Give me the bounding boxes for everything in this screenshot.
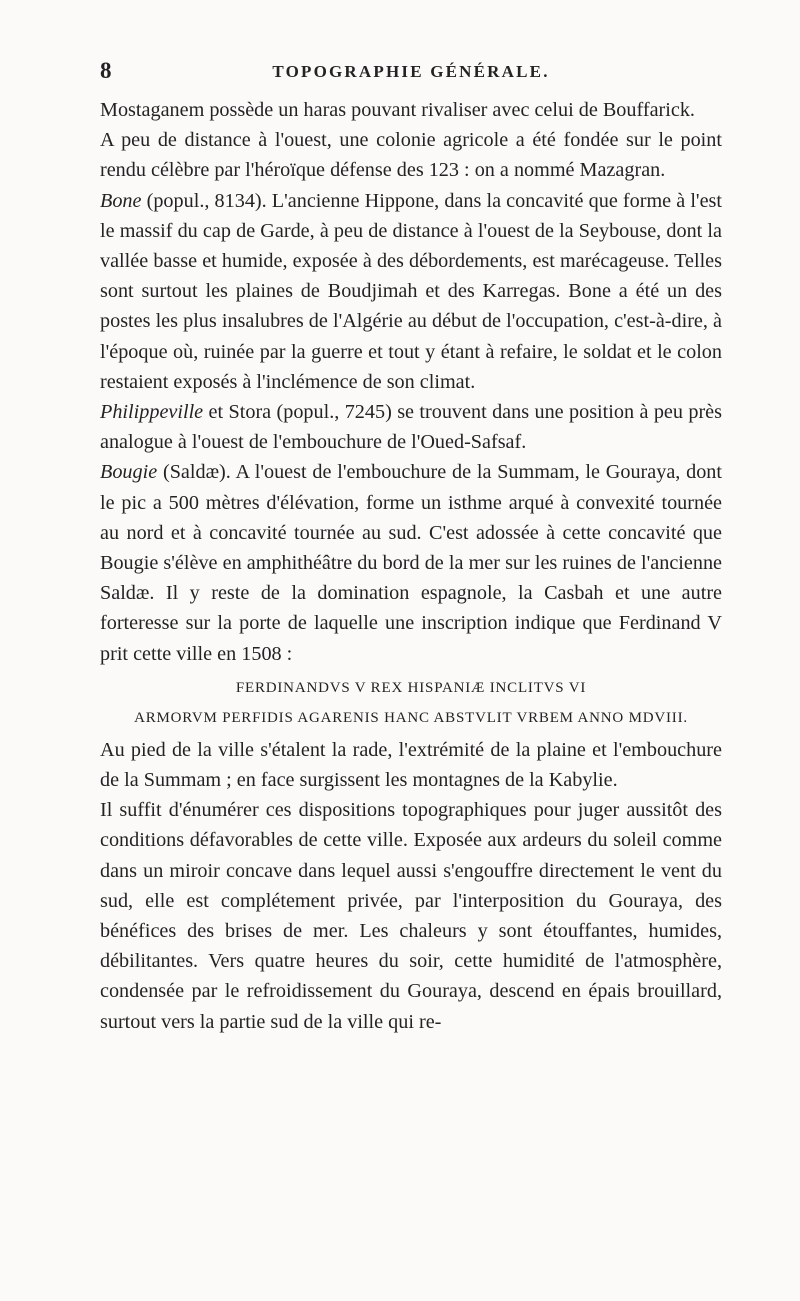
place-name-bougie: Bougie: [100, 461, 158, 484]
place-name-philippeville: Philippeville: [100, 401, 204, 424]
inscription-line-1: FERDINANDVS V REX HISPANIÆ INCLITVS VI: [235, 679, 587, 696]
page-number: 8: [100, 58, 112, 83]
page-body: [100, 95, 722, 1037]
inscription-line-2: ARMORVM PERFIDIS AGARENIS HANC ABSTVLIT VRBEM ANNO MDVIII.: [134, 709, 688, 726]
page-header: [100, 58, 722, 86]
paragraph-mostaganem: Mostaganem possède un haras pouvant rivaliser avec celui de Bouffarick.: [100, 99, 695, 121]
paragraph-mazagran: A peu de distance à l'ouest, une colonie agricole a été fondée sur le point rendu célèbre par l'héroïque défense des 123 : on a nommé Mazagran.: [100, 129, 722, 182]
paragraph-rade: Au pied de la ville s'étalent la rade, l'extrémité de la plaine et l'embouchure de la Summam ; en face surgissent les montagnes de la Kabylie.: [100, 738, 722, 792]
paragraph-conditions: Il suffit d'énumérer ces dispositions topographiques pour juger aussitôt des conditions défavorables de cette ville. Exposée aux ardeurs du soleil comme dans un miroir concave dans lequel aussi s'engouffre directement le vent du sud, elle est complétement privée, par l'interposition du Gouraya, des bénéfices des brises de mer. Les chaleurs y sont étouffantes, humides, débilitantes. Vers quatre heures du soir, cette humidité de l'atmosphère, condensée par le refroidissement du Gouraya, descend en épais brouillard, surtout vers la partie sud de la ville qui re-: [100, 799, 722, 1033]
latin-inscription: [100, 673, 722, 733]
paragraph-bougie: Bougie (Saldæ). A l'ouest de l'embouchure de la Summam, le Gouraya, dont le pic a 500 mètres d'élévation, forme un isthme arqué à convexité tournée au nord et à concavité tournée au sud. C'est adossée à cette concavité que Bougie s'élève en amphithéâtre du bord de la mer sur les ruines de l'ancienne Saldæ. Il y reste de la domination espagnole, la Casbah et une autre forteresse sur la porte de laquelle une inscription indique que Ferdinand V prit cette ville en 1508 :: [100, 461, 722, 665]
running-title: TOPOGRAPHIE GÉNÉRALE.: [272, 62, 550, 81]
place-name-bone: Bone: [100, 189, 142, 212]
paragraph-bone: Bone (popul., 8134). L'ancienne Hippone, dans la concavité que forme à l'est le massif du cap de Garde, à peu de distance à l'ouest de la Seybouse, dont la vallée basse et humide, exposée à des débordements, est marécageuse. Telles sont surtout les plaines de Boudjimah et des Karregas. Bone a été un des postes les plus insalubres de l'Algérie au début de l'occupation, c'est-à-dire, à l'époque où, ruinée par la guerre et tout y étant à refaire, le soldat et le colon restaient exposés à l'inclémence de son climat.: [100, 189, 722, 393]
paragraph-philippeville: Philippeville et Stora (popul., 7245) se trouvent dans une position à peu près analogue à l'ouest de l'embouchure de l'Oued-Safsaf.: [100, 401, 722, 454]
